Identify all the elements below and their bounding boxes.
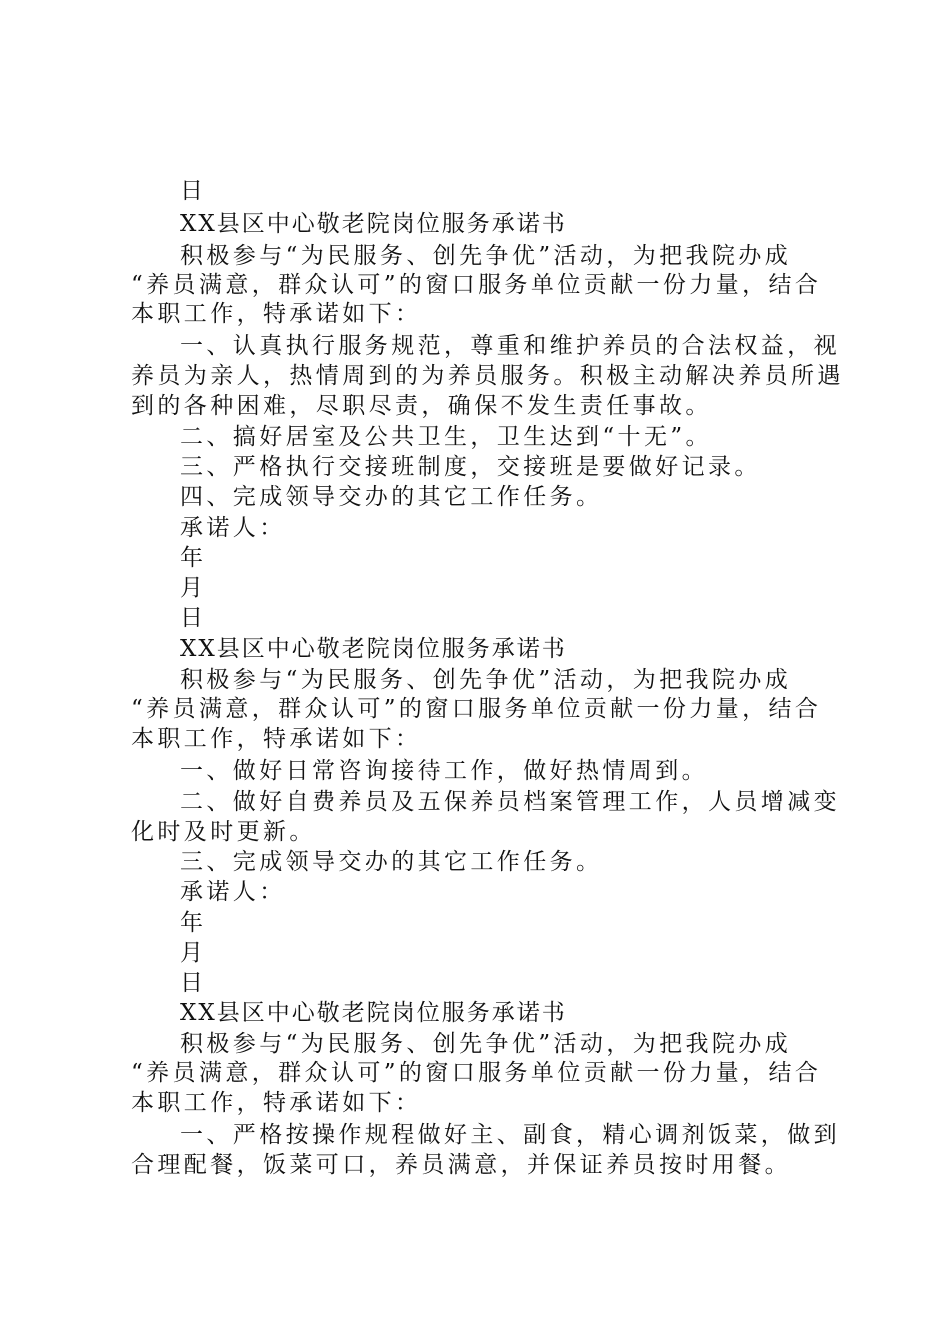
date-month-text: 月 — [180, 575, 207, 601]
date-day-text: 日 — [180, 970, 207, 996]
signer-label: 承诺人： — [180, 879, 286, 905]
section-title: XX县区中心敬老院岗位服务承诺书 — [180, 636, 567, 662]
paragraph-line: “养员满意，群众认可”的窗口服务单位贡献一份力量，结合 — [131, 272, 822, 298]
date-day-text: 日 — [180, 178, 207, 204]
date-month-text: 月 — [180, 940, 207, 966]
paragraph-line: 二、做好自费养员及五保养员档案管理工作，人员增减变 — [180, 789, 840, 815]
paragraph-line: 一、严格按操作规程做好主、副食，精心调剂饭菜，做到 — [180, 1122, 840, 1148]
paragraph-line: “养员满意，群众认可”的窗口服务单位贡献一份力量，结合 — [131, 696, 822, 722]
paragraph-line: 一、做好日常咨询接待工作，做好热情周到。 — [180, 758, 708, 784]
paragraph-line: 化时及时更新。 — [131, 819, 316, 845]
date-day-text: 日 — [180, 605, 207, 631]
section-title: XX县区中心敬老院岗位服务承诺书 — [180, 1000, 567, 1026]
paragraph-line: “养员满意，群众认可”的窗口服务单位贡献一份力量，结合 — [131, 1060, 822, 1086]
paragraph-line: 积极参与“为民服务、创先争优”活动，为把我院办成 — [180, 1031, 792, 1057]
paragraph-line: 积极参与“为民服务、创先争优”活动，为把我院办成 — [180, 243, 792, 269]
paragraph-line: 三、严格执行交接班制度，交接班是要做好记录。 — [180, 454, 761, 480]
paragraph-line: 本职工作，特承诺如下： — [131, 726, 422, 752]
section-title: XX县区中心敬老院岗位服务承诺书 — [180, 211, 567, 237]
date-year-text: 年 — [180, 545, 207, 571]
paragraph-line: 三、完成领导交办的其它工作任务。 — [180, 849, 603, 875]
paragraph-line: 四、完成领导交办的其它工作任务。 — [180, 484, 603, 510]
date-year-text: 年 — [180, 910, 207, 936]
paragraph-line: 二、搞好居室及公共卫生，卫生达到“十无”。 — [180, 424, 712, 450]
paragraph-line: 本职工作，特承诺如下： — [131, 301, 422, 327]
paragraph-line: 合理配餐，饭菜可口，养员满意，并保证养员按时用餐。 — [131, 1152, 791, 1178]
paragraph-line: 到的各种困难，尽职尽责，确保不发生责任事故。 — [131, 393, 712, 419]
paragraph-line: 本职工作，特承诺如下： — [131, 1090, 422, 1116]
paragraph-line: 养员为亲人，热情周到的为养员服务。积极主动解决养员所遇 — [131, 363, 844, 389]
signer-label: 承诺人： — [180, 515, 286, 541]
paragraph-line: 一、认真执行服务规范，尊重和维护养员的合法权益，视 — [180, 333, 840, 359]
paragraph-line: 积极参与“为民服务、创先争优”活动，为把我院办成 — [180, 667, 792, 693]
